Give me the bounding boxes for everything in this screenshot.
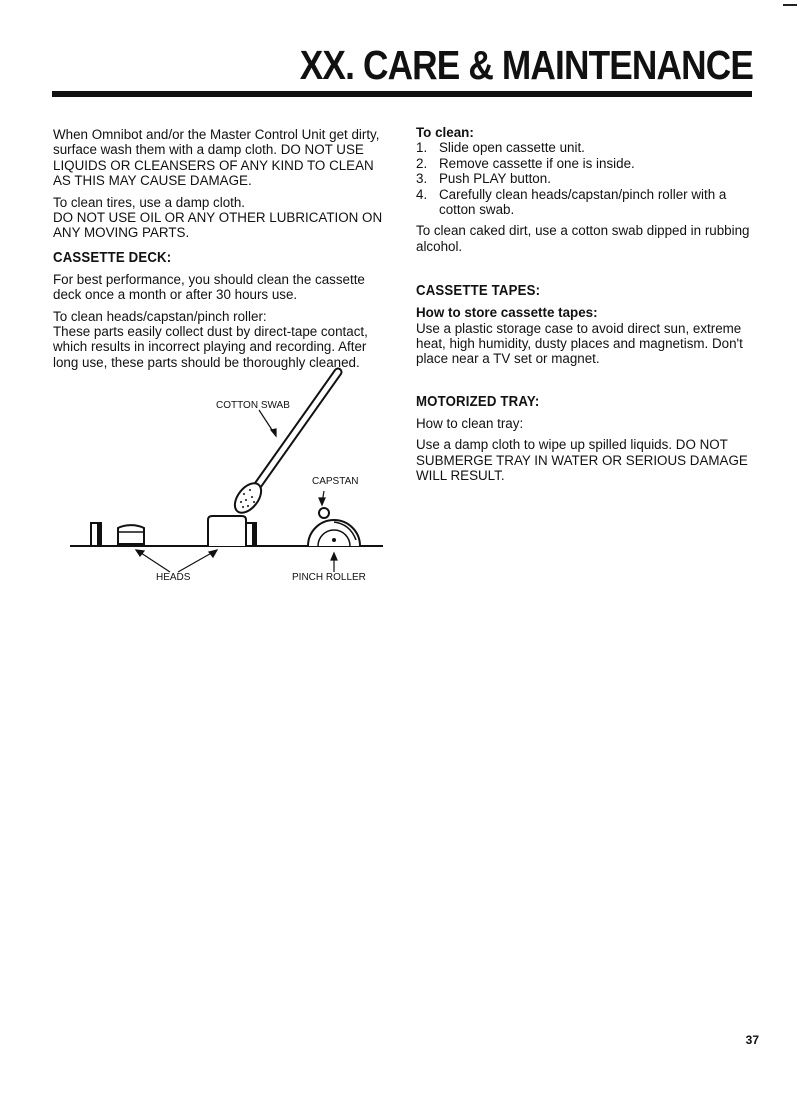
caked-dirt-paragraph: To clean caked dirt, use a cotton swab dipped in rubbing alcohol. [416,223,750,254]
page-number: 37 [745,1033,759,1047]
step-number: 3. [416,171,428,187]
list-item [416,156,761,171]
page-title: XX. CARE & MAINTENANCE [299,42,753,88]
heads-label: HEADS [156,572,191,583]
store-tapes-paragraph: Use a plastic storage case to avoid direct sun, extreme heat, high humidity, dusty places and magnetism. Don't place near a TV set or magnet. [416,320,743,367]
capstan-label: CAPSTAN [312,476,359,487]
list-item [416,140,761,155]
cassette-tapes-heading: CASSETTE TAPES: [416,282,541,300]
motorized-tray-heading: MOTORIZED TRAY: [416,392,540,410]
to-clean-heading: To clean: [416,125,474,140]
step-text: Remove cassette if one is inside. [439,155,635,171]
cleaning-steps [416,140,761,217]
list-item [416,171,761,186]
cotton-swab-icon [230,372,338,518]
step-number: 4. [416,186,428,202]
lubrication-warning: DO NOT USE OIL OR ANY OTHER LUBRICATION ON ANY MOVING PARTS. [53,210,383,241]
step-text: Push PLAY button. [439,171,551,187]
tray-paragraph: Use a damp cloth to wipe up spilled liquids. DO NOT SUBMERGE TRAY IN WATER OR SERIOUS DAMAGE WILL RESULT. [416,437,748,484]
pinch-roller-label: PINCH ROLLER [292,572,366,583]
right-column [416,125,761,490]
center-head-icon [208,516,256,546]
tray-how-line: How to clean tray: [416,415,524,431]
capstan-icon [319,508,329,518]
tires-line: To clean tires, use a damp cloth. [53,194,246,210]
left-head-icon [91,523,144,546]
heads-description: These parts easily collect dust by direct-tape contact, which results in incorrect playing and recording. After long use, these parts should be thoroughly cleaned. [53,324,368,370]
cassette-deck-diagram [60,360,390,590]
pinch-roller-icon [308,520,360,546]
step-number: 2. [416,155,428,171]
step-number: 1. [416,140,428,156]
store-tapes-heading: How to store cassette tapes: [416,305,598,321]
tires-paragraph [53,195,393,241]
list-item [416,187,761,218]
diagram-arrows [136,410,337,572]
left-column [53,127,393,376]
deck-paragraph: For best performance, you should clean the cassette deck once a month or after 30 hours use. [53,271,365,303]
step-text: Slide open cassette unit. [439,140,585,156]
corner-mark [783,4,797,6]
title-rule [52,91,752,97]
step-text: Carefully clean heads/capstan/pinch roller with a cotton swab. [439,186,727,218]
cassette-deck-heading: CASSETTE DECK: [53,248,172,266]
intro-paragraph: When Omnibot and/or the Master Control Unit get dirty, surface wash them with a damp cloth. DO NOT USE LIQUIDS OR CLEANSERS OF ANY KIND TO CLEAN AS THIS MAY CAUSE DAMAGE. [53,127,380,189]
cotton-swab-label: COTTON SWAB [216,400,290,411]
heads-intro-line: To clean heads/capstan/pinch roller: [53,308,267,324]
